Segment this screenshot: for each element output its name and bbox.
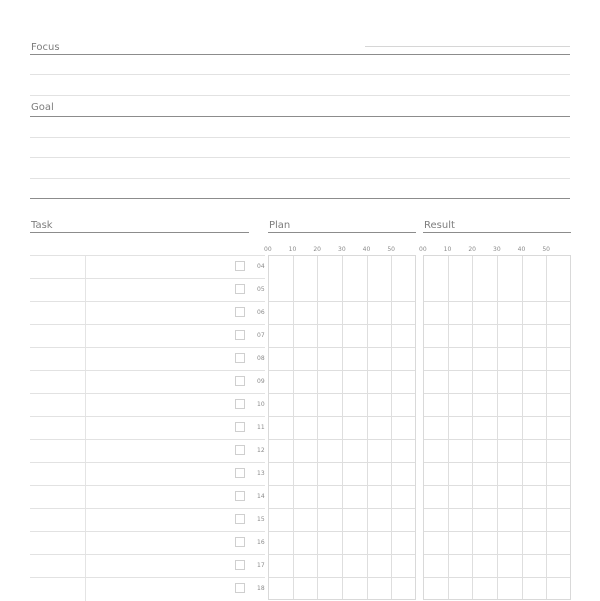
task-row[interactable]: [30, 255, 265, 279]
task-checkbox[interactable]: [235, 468, 245, 478]
task-row-divider: [85, 325, 86, 348]
hour-label: 11: [257, 424, 265, 431]
grid-col-line: [367, 256, 368, 599]
task-row[interactable]: [30, 485, 265, 509]
minute-label: 20: [313, 246, 321, 253]
task-row[interactable]: [30, 416, 265, 440]
focus-line-3[interactable]: [30, 95, 570, 96]
task-row-divider: [85, 486, 86, 509]
minute-label: 10: [288, 246, 297, 253]
plan-label: Plan: [269, 220, 291, 231]
task-row[interactable]: [30, 393, 265, 417]
grid-col-line: [546, 256, 547, 599]
task-row-divider: [85, 302, 86, 325]
hour-label: 08: [257, 355, 265, 362]
task-checkbox[interactable]: [235, 376, 245, 386]
task-row-divider: [85, 348, 86, 371]
minute-label: 20: [468, 246, 476, 253]
hour-label: 10: [257, 401, 265, 408]
task-row-divider: [85, 371, 86, 394]
hour-label: 06: [257, 309, 265, 316]
task-row[interactable]: [30, 301, 265, 325]
minute-label: 40: [362, 246, 371, 253]
task-row-divider: [85, 509, 86, 532]
task-row[interactable]: [30, 370, 265, 394]
plan-underline: [268, 232, 416, 233]
task-row[interactable]: [30, 554, 265, 578]
goal-line-3[interactable]: [30, 157, 570, 158]
task-row[interactable]: [30, 278, 265, 302]
focus-line-2[interactable]: [30, 74, 570, 75]
task-row-divider: [85, 555, 86, 578]
grid-col-line: [522, 256, 523, 599]
task-row[interactable]: [30, 577, 265, 601]
task-row-divider: [85, 394, 86, 417]
minute-label: 00: [419, 246, 427, 253]
grid-col-line: [293, 256, 294, 599]
task-checkbox[interactable]: [235, 560, 245, 570]
grid-col-line: [391, 256, 392, 599]
task-checkbox[interactable]: [235, 307, 245, 317]
goal-underline: [30, 116, 570, 117]
task-checkbox[interactable]: [235, 330, 245, 340]
task-row[interactable]: [30, 324, 265, 348]
minute-label: 50: [542, 246, 550, 253]
result-label: Result: [424, 220, 455, 231]
task-row[interactable]: [30, 531, 265, 555]
task-checkbox[interactable]: [235, 261, 245, 271]
task-row-divider: [85, 417, 86, 440]
minute-label: 00: [264, 246, 272, 253]
task-checkbox[interactable]: [235, 353, 245, 363]
task-row[interactable]: [30, 347, 265, 371]
grid-col-line: [472, 256, 473, 599]
focus-underline: [30, 54, 570, 55]
focus-label: Focus: [31, 42, 60, 53]
goal-line-5[interactable]: [30, 198, 570, 199]
hour-label: 13: [257, 470, 265, 477]
task-row[interactable]: [30, 462, 265, 486]
focus-top-right-rule: [365, 46, 570, 47]
hour-label: 09: [257, 378, 265, 385]
minute-label: 50: [387, 246, 395, 253]
task-checkbox[interactable]: [235, 491, 245, 501]
plan-grid[interactable]: [268, 255, 416, 600]
goal-label: Goal: [31, 102, 54, 113]
hour-label: 16: [257, 539, 265, 546]
goal-line-4[interactable]: [30, 178, 570, 179]
task-checkbox[interactable]: [235, 399, 245, 409]
task-checkbox[interactable]: [235, 514, 245, 524]
minute-label: 10: [443, 246, 452, 253]
task-row-divider: [85, 440, 86, 463]
task-row[interactable]: [30, 439, 265, 463]
task-checkbox[interactable]: [235, 537, 245, 547]
task-row-divider: [85, 578, 86, 601]
result-underline: [423, 232, 571, 233]
result-grid[interactable]: [423, 255, 571, 600]
minute-label: 40: [517, 246, 526, 253]
hour-label: 07: [257, 332, 265, 339]
task-checkbox[interactable]: [235, 583, 245, 593]
task-underline: [30, 232, 249, 233]
task-row-divider: [85, 279, 86, 302]
minute-label: 30: [338, 246, 346, 253]
task-row[interactable]: [30, 508, 265, 532]
grid-col-line: [342, 256, 343, 599]
task-label: Task: [31, 220, 53, 231]
task-row-divider: [85, 463, 86, 486]
task-checkbox[interactable]: [235, 422, 245, 432]
hour-label: 15: [257, 516, 265, 523]
minute-label: 30: [493, 246, 501, 253]
hour-label: 18: [257, 585, 265, 592]
grid-col-line: [497, 256, 498, 599]
grid-col-line: [317, 256, 318, 599]
hour-label: 17: [257, 562, 265, 569]
hour-label: 05: [257, 286, 265, 293]
grid-col-line: [448, 256, 449, 599]
hour-label: 04: [257, 263, 265, 270]
hour-label: 14: [257, 493, 265, 500]
hour-label: 12: [257, 447, 265, 454]
task-row-divider: [85, 256, 86, 279]
task-row-divider: [85, 532, 86, 555]
task-checkbox[interactable]: [235, 284, 245, 294]
task-checkbox[interactable]: [235, 445, 245, 455]
goal-line-2[interactable]: [30, 137, 570, 138]
